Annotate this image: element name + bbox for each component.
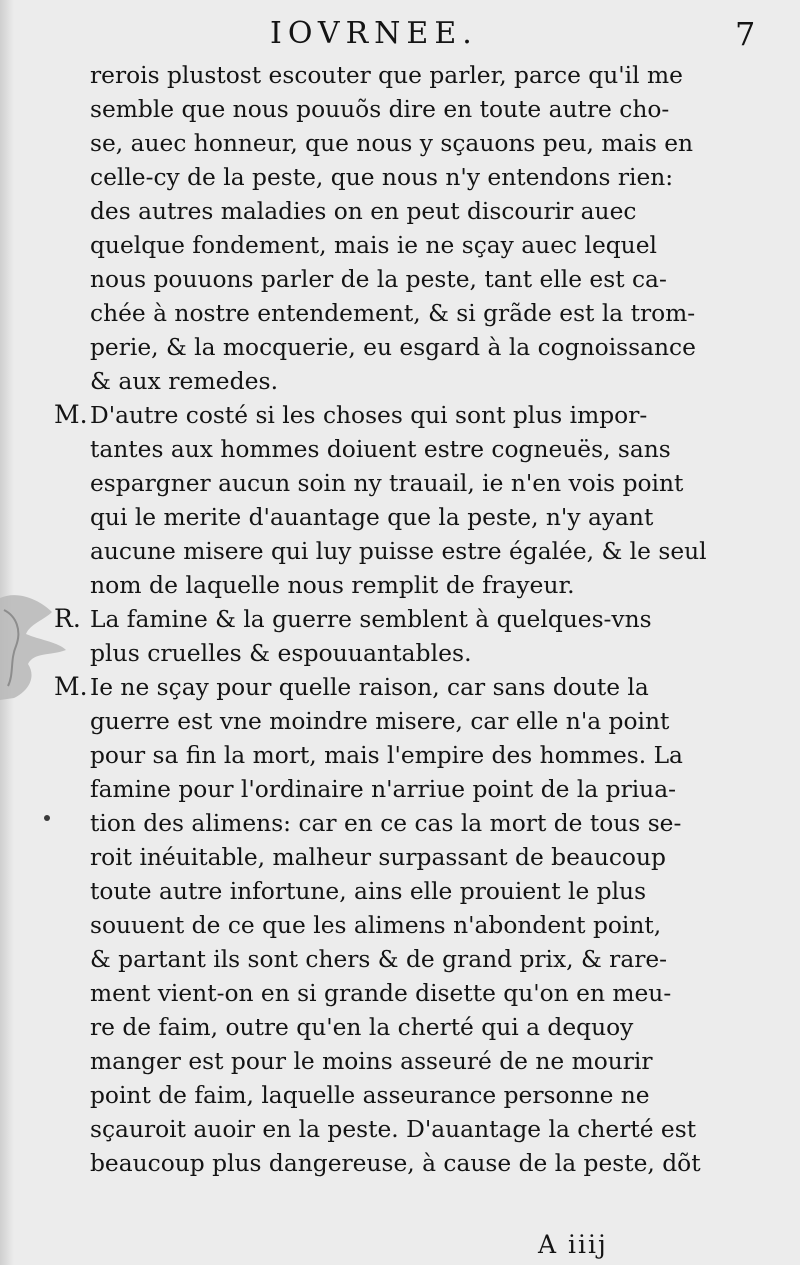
text-line [90,840,760,874]
line-text: plus cruelles & espouuantables. [90,639,472,667]
text-line [90,738,760,772]
line-text: point de faim, laquelle asseurance personne ne [90,1081,650,1109]
line-text: guerre est vne moindre misere, car elle n'a point [90,707,670,735]
text-line [54,602,760,636]
line-text: Ie ne sçay pour quelle raison, car sans doute la [90,673,649,701]
text-line [90,330,760,364]
line-text: ment vient-on en si grande disette qu'on en meu- [90,979,672,1007]
line-text: & aux remedes. [90,367,279,395]
line-text: souuent de ce que les alimens n'abondent point, [90,911,662,939]
line-text: quelque fondement, mais ie ne sçay auec lequel [90,231,657,259]
text-line [90,806,760,840]
line-text: re de faim, outre qu'en la cherté qui a dequoy [90,1013,634,1041]
line-text: nom de laquelle nous remplit de frayeur. [90,571,575,599]
line-text: espargner aucun soin ny trauail, ie n'en vois point [90,469,684,497]
text-line [90,160,760,194]
text-line [90,704,760,738]
line-text: celle-cy de la peste, que nous n'y entendons rien: [90,163,674,191]
text-line [90,194,760,228]
text-line [90,1112,760,1146]
line-text: D'autre costé si les choses qui sont plus impor- [90,401,648,429]
text-line [90,534,760,568]
text-line [90,500,760,534]
line-text: La famine & la guerre semblent à quelques-vns [90,605,652,633]
line-text: se, auec honneur, que nous y sçauons peu, mais en [90,129,694,157]
text-line [90,874,760,908]
text-line [90,92,760,126]
line-text: perie, & la mocquerie, eu esgard à la cognoissance [90,333,696,361]
text-line [90,228,760,262]
speaker-label: R. [54,604,81,633]
text-line [90,942,760,976]
line-text: pour sa fin la mort, mais l'empire des hommes. La [90,741,683,769]
text-line [90,1044,760,1078]
body-text [54,58,760,1180]
page-number: 7 [735,15,756,53]
text-line [90,976,760,1010]
text-line [54,398,760,432]
text-line [90,126,760,160]
text-line [90,262,760,296]
text-line [90,568,760,602]
text-line [90,432,760,466]
paper-damage-stain [0,590,70,700]
line-text: des autres maladies on en peut discourir auec [90,197,637,225]
line-text: semble que nous pouuõs dire en toute autre cho- [90,95,670,123]
text-line [54,670,760,704]
line-text: & partant ils sont chers & de grand prix, & rare- [90,945,668,973]
line-text: tion des alimens: car en ce cas la mort de tous se- [90,809,682,837]
line-text: sçauroit auoir en la peste. D'auantage la cherté est [90,1115,697,1143]
line-text: aucune misere qui luy puisse estre égalée, & le seul [90,537,707,565]
text-line [90,1010,760,1044]
speaker-label: M. [54,400,88,429]
text-line [90,58,760,92]
text-line [90,296,760,330]
line-text: tantes aux hommes doiuent estre cogneuës, sans [90,435,671,463]
line-text: rerois plustost escouter que parler, parce qu'il me [90,61,683,89]
line-text: toute autre infortune, ains elle prouient le plus [90,877,647,905]
margin-ink-spot [44,815,50,821]
line-text: roit inéuitable, malheur surpassant de beaucoup [90,843,666,871]
signature-mark: A iiij [538,1230,608,1259]
text-line [90,1146,760,1180]
speaker-label: M. [54,672,88,701]
text-line [90,364,760,398]
text-line [90,636,760,670]
line-text: chée à nostre entendement, & si grãde est la trom- [90,299,696,327]
line-text: beaucoup plus dangereuse, à cause de la peste, dõt [90,1149,701,1177]
text-line [90,908,760,942]
line-text: famine pour l'ordinaire n'arriue point de la priua- [90,775,677,803]
line-text: manger est pour le moins asseuré de ne mourir [90,1047,653,1075]
text-line [90,772,760,806]
text-line [90,1078,760,1112]
running-title: IOVRNEE. [270,16,478,51]
text-line [90,466,760,500]
line-text: qui le merite d'auantage que la peste, n'y ayant [90,503,654,531]
line-text: nous pouuons parler de la peste, tant elle est ca- [90,265,667,293]
